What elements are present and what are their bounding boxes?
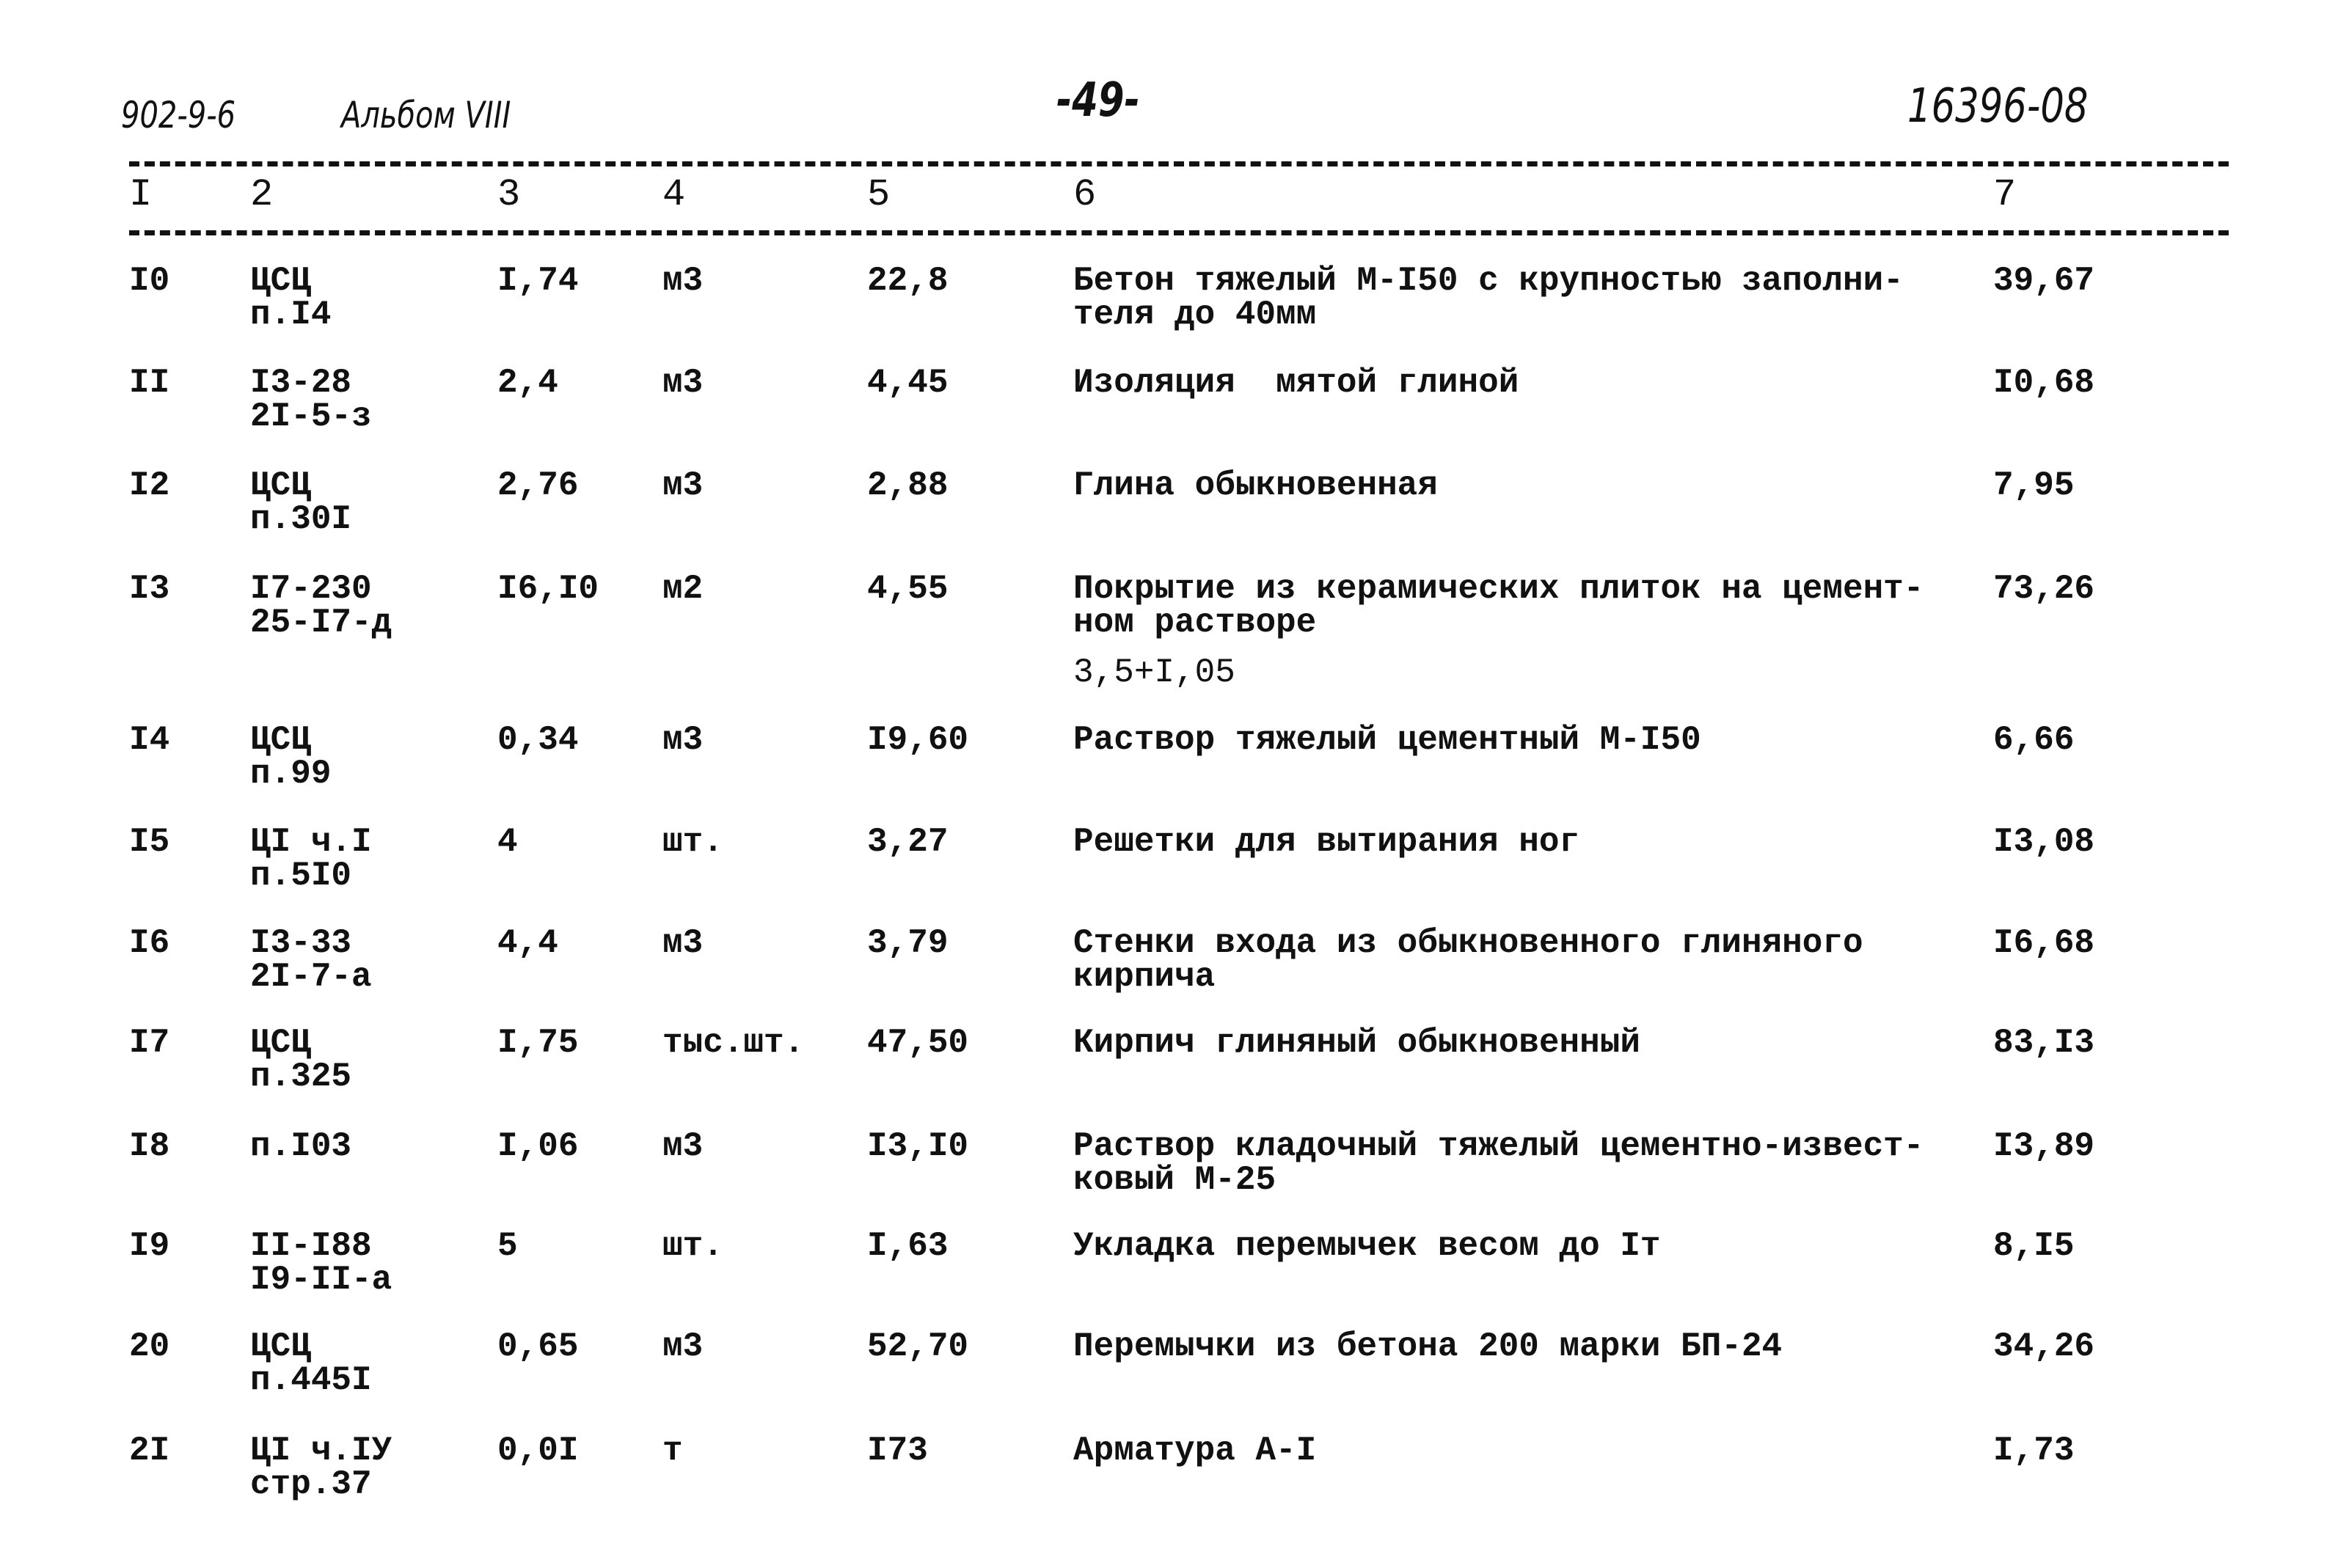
description: Арматура А-I [1073,1432,1317,1470]
unit-price: 3,79 [867,924,949,962]
norm-code: I3-33 2I-7-а [250,924,372,996]
column-header: 7 [1993,173,2017,216]
total-cost: 83,I3 [1993,1024,2095,1062]
column-header: I [129,173,153,216]
unit: тыс.шт. [662,1024,805,1062]
description: Перемычки из бетона 200 марки БП-24 [1073,1327,1783,1366]
project-code: 902-9-6 [121,94,236,136]
norm-code: ЦСЦ п.I4 [250,262,332,334]
norm-code: ЦСЦ п.30I [250,466,352,538]
unit: м3 [662,364,704,402]
unit: т [662,1432,683,1470]
page-number: -49- [1056,73,1140,128]
quantity: 0,65 [497,1327,579,1366]
norm-code: ЦI ч.IУ стр.37 [250,1432,392,1503]
quantity: I,06 [497,1127,579,1165]
header-top-divider [129,161,2229,166]
unit-price: 52,70 [867,1327,969,1366]
row-number: I0 [129,262,170,300]
unit-price: 4,55 [867,570,949,608]
column-header: 3 [497,173,521,216]
norm-code: ЦСЦ п.445I [250,1327,372,1399]
quantity: 0,0I [497,1432,579,1470]
column-header: 6 [1073,173,1097,216]
norm-code: ЦСЦ п.99 [250,721,332,793]
row-number: I4 [129,721,170,759]
norm-code: ЦСЦ п.325 [250,1024,352,1096]
description: Бетон тяжелый М-I50 с крупностью заполни- теля до 40мм [1073,262,1904,334]
description: Решетки для вытирания ног [1073,823,1580,861]
quantity: 4 [497,823,518,861]
total-cost: I6,68 [1993,924,2095,962]
unit-price: I,63 [867,1227,949,1265]
norm-code: II-I88 I9-II-а [250,1227,392,1299]
unit: м3 [662,924,704,962]
calculation-note: 3,5+I,05 [1073,653,1235,692]
document-number: 16396-08 [1907,79,2089,133]
row-number: I8 [129,1127,170,1165]
album-label: Альбом VIII [341,94,511,136]
column-header: 2 [250,173,274,216]
quantity: 0,34 [497,721,579,759]
total-cost: I3,08 [1993,823,2095,861]
description: Раствор кладочный тяжелый цементно-извест- ковый М-25 [1073,1127,1924,1199]
unit-price: 2,88 [867,466,949,505]
column-header: 4 [662,173,686,216]
total-cost: 73,26 [1993,570,2095,608]
unit-price: 47,50 [867,1024,969,1062]
quantity: 2,4 [497,364,558,402]
description: Стенки входа из обыкновенного глиняного кирпича [1073,924,1863,996]
description: Раствор тяжелый цементный М-I50 [1073,721,1701,759]
unit: м3 [662,1127,704,1165]
total-cost: 8,I5 [1993,1227,2075,1265]
total-cost: I0,68 [1993,364,2095,402]
unit: м3 [662,262,704,300]
row-number: I2 [129,466,170,505]
total-cost: 6,66 [1993,721,2075,759]
quantity: I,75 [497,1024,579,1062]
row-number: I7 [129,1024,170,1062]
quantity: 5 [497,1227,518,1265]
quantity: 4,4 [497,924,558,962]
row-number: 2I [129,1432,170,1470]
unit: м3 [662,1327,704,1366]
unit: м3 [662,721,704,759]
row-number: 20 [129,1327,170,1366]
row-number: I5 [129,823,170,861]
norm-code: ЦI ч.I п.5I0 [250,823,372,895]
description: Изоляция мятой глиной [1073,364,1519,402]
row-number: I6 [129,924,170,962]
unit: м2 [662,570,704,608]
description: Глина обыкновенная [1073,466,1438,505]
unit: м3 [662,466,704,505]
unit-price: I3,I0 [867,1127,969,1165]
row-number: I9 [129,1227,170,1265]
unit: шт. [662,823,723,861]
unit-price: 22,8 [867,262,949,300]
unit-price: I9,60 [867,721,969,759]
description-text: Покрытие из керамических плиток на цемент- ном растворе [1073,570,1924,642]
total-cost: 7,95 [1993,466,2075,505]
total-cost: I,73 [1993,1432,2075,1470]
column-header: 5 [867,173,891,216]
norm-code: I3-28 2I-5-з [250,364,372,436]
description: Укладка перемычек весом до Iт [1073,1227,1661,1265]
total-cost: 39,67 [1993,262,2095,300]
total-cost: I3,89 [1993,1127,2095,1165]
quantity: I6,I0 [497,570,599,608]
unit: шт. [662,1227,723,1265]
unit-price: 4,45 [867,364,949,402]
description: Кирпич глиняный обыкновенный [1073,1024,1640,1062]
quantity: 2,76 [497,466,579,505]
norm-code: I7-230 25-I7-д [250,570,392,642]
quantity: I,74 [497,262,579,300]
norm-code: п.I03 [250,1127,352,1165]
row-number: I3 [129,570,170,608]
unit-price: 3,27 [867,823,949,861]
row-number: II [129,364,170,402]
description [1073,570,1924,692]
header-bottom-divider [129,230,2229,235]
total-cost: 34,26 [1993,1327,2095,1366]
unit-price: I73 [867,1432,928,1470]
